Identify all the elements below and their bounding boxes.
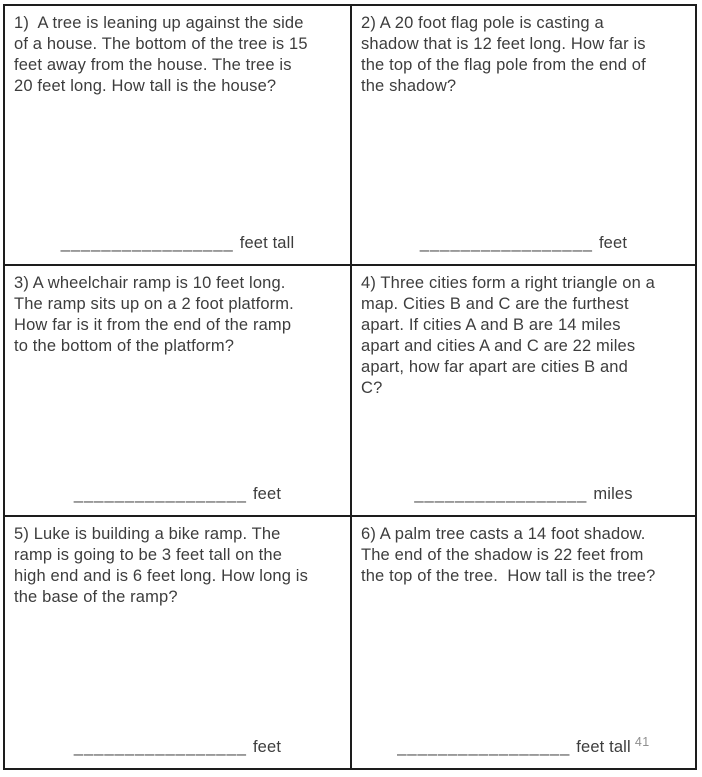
problem-text-line: 3) A wheelchair ramp is 10 feet long. bbox=[14, 273, 286, 292]
answer-line-2 bbox=[352, 233, 695, 254]
answer-blank-3[interactable]: _________________ bbox=[73, 485, 247, 504]
problem-cell-4 bbox=[350, 264, 695, 516]
problem-text-line: apart. If cities A and B are 14 miles bbox=[361, 315, 621, 334]
problem-text-line: the top of the flag pole from the end of bbox=[361, 56, 646, 74]
problem-text-line: of a house. The bottom of the tree is 15 bbox=[14, 35, 308, 53]
answer-line-3 bbox=[5, 484, 350, 505]
problem-text-line: 20 feet long. How tall is the house? bbox=[14, 77, 277, 95]
problem-text-line: C? bbox=[361, 378, 383, 397]
answer-blank-4[interactable]: _________________ bbox=[414, 485, 588, 504]
problem-text-line: high end and is 6 feet long. How long is bbox=[14, 567, 309, 586]
problem-text-line: 2) A 20 foot flag pole is casting a bbox=[361, 14, 604, 32]
answer-blank-2[interactable]: _________________ bbox=[419, 233, 593, 252]
problem-cell-2 bbox=[350, 6, 695, 264]
problem-6-text bbox=[361, 524, 687, 587]
answer-blank-5[interactable]: _________________ bbox=[73, 738, 247, 756]
problem-text-line: feet away from the house. The tree is bbox=[14, 56, 292, 74]
problem-text-line: apart, how far apart are cities B and bbox=[361, 357, 628, 376]
problem-text-line: the shadow? bbox=[361, 77, 457, 95]
problem-text-line: 1) A tree is leaning up against the side bbox=[14, 14, 304, 32]
problem-cell-5 bbox=[5, 515, 350, 768]
answer-line-5 bbox=[5, 737, 350, 758]
problem-text-line: apart and cities A and C are 22 miles bbox=[361, 336, 636, 355]
problem-text-line: The end of the shadow is 22 feet from bbox=[361, 546, 644, 565]
problem-text-line: The ramp sits up on a 2 foot platform. bbox=[14, 294, 294, 313]
problem-text-line: the base of the ramp? bbox=[14, 588, 178, 607]
problem-2-text bbox=[361, 13, 687, 97]
answer-line-6 bbox=[352, 732, 695, 758]
answer-blank-6[interactable]: _________________ bbox=[397, 738, 571, 756]
problem-3-text bbox=[14, 273, 342, 357]
problem-cell-3 bbox=[5, 264, 350, 516]
answer-line-1 bbox=[5, 233, 350, 254]
answer-unit-5: feet bbox=[252, 738, 282, 756]
problem-text-line: map. Cities B and C are the furthest bbox=[361, 294, 629, 313]
answer-unit-6: feet tall bbox=[576, 738, 631, 756]
answer-unit-1: feet tall bbox=[239, 233, 295, 252]
problem-cell-1 bbox=[5, 6, 350, 264]
problem-1-text bbox=[14, 13, 342, 97]
problem-text-line: How far is it from the end of the ramp bbox=[14, 315, 292, 334]
answer-unit-3: feet bbox=[252, 485, 282, 504]
answer-line-4 bbox=[352, 484, 695, 505]
page-number: 41 bbox=[634, 735, 650, 749]
problem-text-line: 5) Luke is building a bike ramp. The bbox=[14, 525, 281, 544]
answer-unit-2: feet bbox=[598, 233, 628, 252]
problem-cell-6 bbox=[350, 515, 695, 768]
worksheet-table bbox=[3, 4, 697, 770]
problem-text-line: 6) A palm tree casts a 14 foot shadow. bbox=[361, 525, 646, 544]
problem-text-line: shadow that is 12 feet long. How far is bbox=[361, 35, 646, 53]
problem-4-text bbox=[361, 273, 687, 399]
problem-text-line: ramp is going to be 3 feet tall on the bbox=[14, 546, 283, 565]
answer-blank-1[interactable]: _________________ bbox=[60, 233, 234, 252]
problem-text-line: 4) Three cities form a right triangle on a bbox=[361, 273, 655, 292]
answer-unit-4: miles bbox=[593, 485, 633, 504]
problem-text-line: the top of the tree. How tall is the tree? bbox=[361, 567, 656, 586]
problem-text-line: to the bottom of the platform? bbox=[14, 336, 235, 355]
problem-5-text bbox=[14, 524, 342, 608]
